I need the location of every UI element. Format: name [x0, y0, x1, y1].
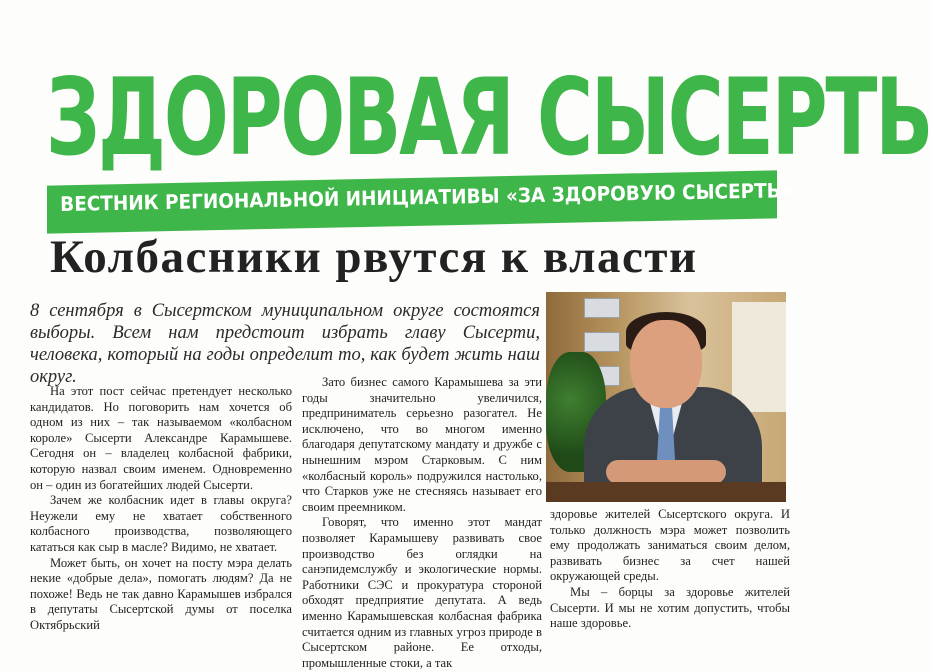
paragraph: Зато бизнес самого Карамышева за эти годы значительно увеличился, предприниматель серьезно разогател. Не исключено, что во многом именно благодаря депутатскому мандату и дружбе с нынешним мэром Старковым. С ним «колбасный король» подружился настолько, что Старков уже не стесняясь называет его своим преемником.: [302, 375, 542, 514]
paragraph: Зачем же колбасник идет в главы округа? Неужели ему не хватает собственного колбасного производства, позволяющего кататься как сыр в масле? Видимо, не хватает.: [30, 493, 292, 554]
banner-text: ВЕСТНИК РЕГИОНАЛЬНОЙ ИНИЦИАТИВЫ «ЗА ЗДОРОВУЮ СЫСЕРТЬ»: [60, 178, 793, 216]
masthead-title: ЗДОРОВАЯ СЫСЕРТЬ: [46, 56, 931, 179]
paragraph: Говорят, что именно этот мандат позволяет Карамышеву развивать свое производство без оглядки на санэпидемслужбу и экологические нормы. Работники СЭС и прокуратура стороной обходят предприятие депутата. А ведь именно Карамышевская колбасная фабрика считается одним из главных угроз природе в Сысертском районе. Ее отходы, промышленные стоки, а так: [302, 515, 542, 670]
article-lead: 8 сентября в Сысертском муниципальном округе состоятся выборы. Всем нам предстоит избрать главу Сысерти, человека, который на годы определит то, как будет жить наш округ.: [30, 301, 540, 387]
paragraph: Может быть, он хочет на посту мэра делать некие «добрые дела», помогать людям? Да не похоже! Ведь не так давно Карамышев избрался в депутаты Сысертской думы от поселка Октябрьский: [30, 555, 292, 632]
paragraph: На этот пост сейчас претендует несколько кандидатов. Но поговорить нам хочется об одном из них – так называемом «колбасном короле» Сысерти Александре Карамышеве. Сегодня он – владелец колбасной фабрики, которую назвал своим именем. Одновременно он – один из богатейших людей Сысерти.: [30, 384, 292, 492]
paragraph: Мы – борцы за здоровье жителей Сысерти. И мы не хотим допустить, чтобы наше здоровье.: [550, 584, 790, 631]
article-headline: Колбасники рвутся к власти: [50, 231, 698, 283]
article-column-1: [30, 384, 292, 632]
article-column-2: [302, 375, 542, 670]
candidate-photo: [546, 292, 786, 502]
article-column-3: [550, 507, 790, 631]
paragraph: здоровье жителей Сысертского округа. И только должность мэра может позволить ему продолжать заниматься своим делом, развивать бизнес за счет нашей окружающей среды.: [550, 507, 790, 584]
